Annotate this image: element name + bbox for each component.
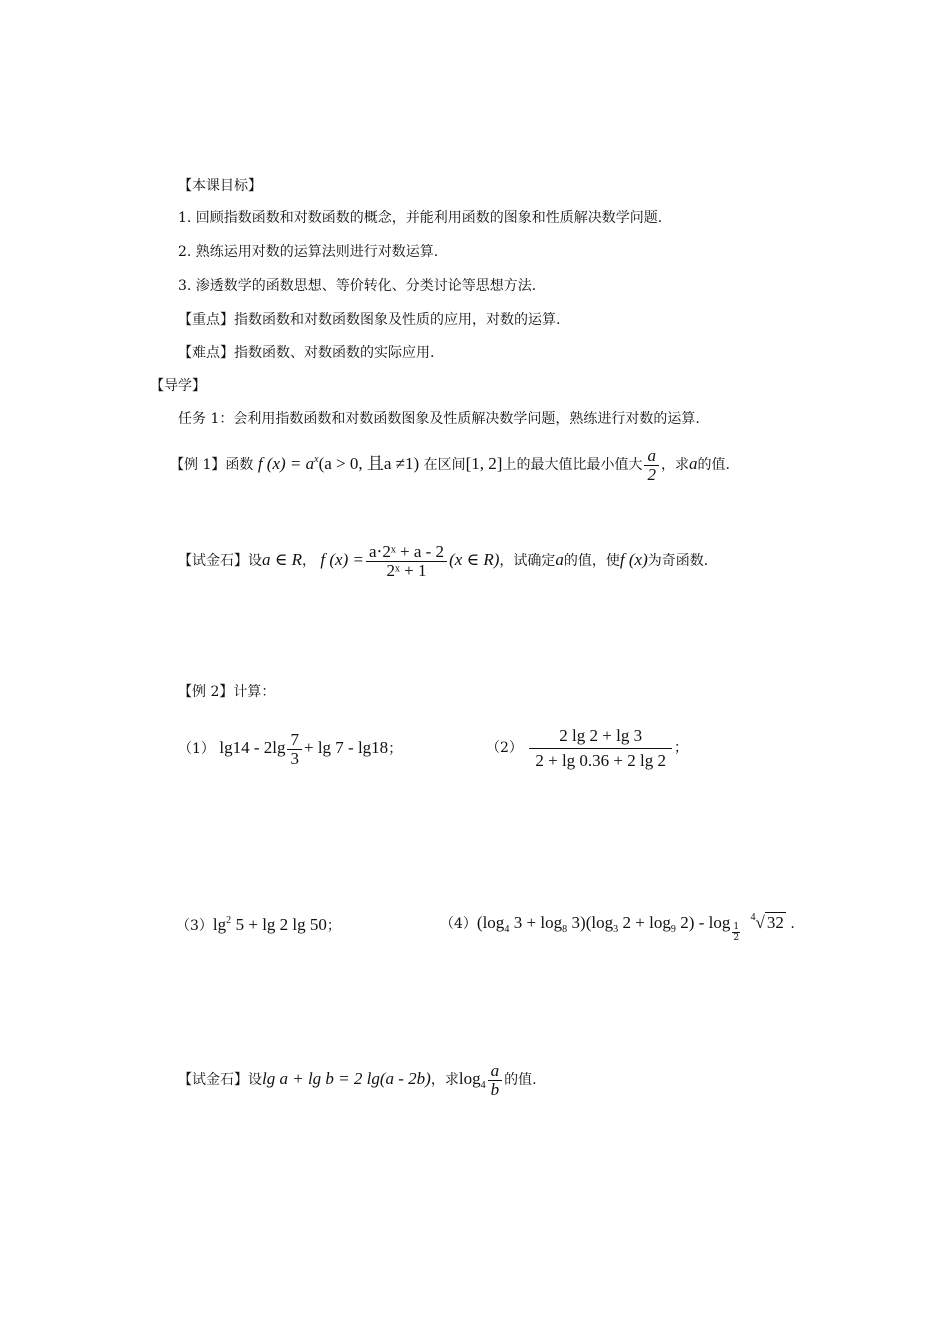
test-1-fx: f (x) <box>619 550 648 569</box>
test-1-mid2: 的值，使 <box>563 553 620 569</box>
test-2-fraction <box>488 1062 503 1099</box>
example-1-mid: 在区间 <box>423 457 466 473</box>
problem-3 <box>176 906 341 941</box>
difficult-text: 指数函数、对数函数的实际应用. <box>234 345 435 361</box>
problem-3-end: ； <box>326 918 341 934</box>
example-2-label: 【例 2】 <box>178 684 234 700</box>
example-1-condition: (a > 0, 且a ≠1) <box>318 454 420 473</box>
problem-3-lg: lg <box>212 915 227 934</box>
key-point <box>178 310 560 330</box>
test-2-prefix: 设 <box>248 1072 262 1088</box>
test-2-log-base: 4 <box>480 1080 486 1091</box>
problem-4-a: (log <box>476 913 505 932</box>
problem-4-base-3: 3 <box>613 924 619 935</box>
difficult-label: 【难点】 <box>178 345 234 361</box>
test-1-fraction <box>366 543 447 580</box>
problem-3-power: 2 <box>226 915 232 926</box>
problem-1-expr-b: + lg 7 - lg18 <box>303 738 389 757</box>
problem-4-base-4: 9 <box>670 924 676 935</box>
fraction-denominator: 2 <box>733 933 740 943</box>
goals-heading: 【本课目标】 <box>178 178 262 194</box>
key-label: 【重点】 <box>178 312 234 328</box>
problem-4-label: （4） <box>440 916 477 932</box>
goal-item-3: 3. 渗透数学的函数思想、等价转化、分类讨论等思想方法. <box>178 278 537 294</box>
example-2-title: 计算： <box>233 684 276 700</box>
problem-2 <box>486 722 688 774</box>
problem-4-base-1: 4 <box>504 924 510 935</box>
problem-4-e: 2) - log <box>680 913 731 932</box>
radical-sign-icon: √ <box>755 913 765 932</box>
problem-1-expr-a: lg14 - 2lg <box>219 738 286 757</box>
problem-1-label: （1） <box>178 741 215 757</box>
fraction-numerator: a⋅2ˣ + a - 2 <box>366 543 447 562</box>
goal-item-2: 2. 熟练运用对数的运算法则进行对数运算. <box>178 244 439 260</box>
example-1-tail: ，求 <box>660 457 689 473</box>
problem-2-fraction <box>529 724 672 773</box>
problem-4-base-2: 8 <box>562 924 568 935</box>
example-1-label: 【例 1】 <box>170 457 226 473</box>
task-1: 任务 1：会利用指数函数和对数函数图象及性质解决数学问题，熟练进行对数的运算. <box>178 411 700 427</box>
example-1-var: a <box>688 454 698 473</box>
problem-1-end: ； <box>388 741 403 757</box>
test-2-end: 的值. <box>504 1072 537 1088</box>
problem-4-end: . <box>790 916 795 932</box>
example-1-mid2: 上的最大值比最小值大 <box>502 457 643 473</box>
fraction-numerator: a <box>644 447 659 466</box>
fraction-numerator: 1 <box>733 922 740 932</box>
guide-heading: 【导学】 <box>150 378 206 394</box>
problem-2-label: （2） <box>486 740 523 756</box>
problem-3-label: （3） <box>176 918 213 934</box>
test-1-end: 为奇函数. <box>647 553 709 569</box>
example-1 <box>170 440 730 485</box>
example-1-interval: [1, 2] <box>465 454 503 473</box>
test-2-label: 【试金石】 <box>178 1072 248 1088</box>
fraction-denominator: 2ˣ + 1 <box>386 560 427 580</box>
problem-2-end: ； <box>674 740 688 756</box>
test-1-label: 【试金石】 <box>178 553 248 569</box>
test-1-function: f (x) = <box>320 550 364 569</box>
problem-4-d: 2 + log <box>622 913 671 932</box>
problem-1 <box>178 726 402 771</box>
problem-1-fraction <box>287 731 302 768</box>
test-2-mid: ，求 <box>430 1072 459 1088</box>
radicand: 32 <box>766 913 784 932</box>
difficult-point <box>178 343 434 363</box>
fraction-denominator: 2 + lg 0.36 + 2 lg 2 <box>535 750 666 770</box>
example-1-prefix: 函数 <box>225 457 254 473</box>
example-1-fraction <box>644 447 659 484</box>
goal-item-1: 1. 回顾指数函数和对数函数的概念，并能利用函数的图象和性质解决数学问题. <box>178 210 663 226</box>
problem-4 <box>440 900 795 948</box>
root-index: 4 <box>750 912 756 923</box>
example-1-function: f (x) = a <box>257 454 315 473</box>
example-2-heading <box>178 682 275 702</box>
test-1-var: a <box>555 550 564 569</box>
fraction-denominator: b <box>490 1079 500 1099</box>
test-1-condition: a ∈ R <box>262 550 302 569</box>
fraction-numerator: 2 lg 2 + lg 3 <box>529 724 672 749</box>
problem-4-b: 3 + log <box>513 913 563 932</box>
problem-3-expr: 5 + lg 2 lg 50 <box>235 915 327 934</box>
test-1-mid: ，试确定 <box>499 553 556 569</box>
test-1 <box>178 538 708 583</box>
test-2-log: log <box>458 1069 481 1088</box>
example-1-exponent: x <box>314 454 319 465</box>
problem-4-c: 3)(log <box>571 913 614 932</box>
fraction-numerator: a <box>488 1062 503 1081</box>
test-2 <box>178 1058 537 1107</box>
fraction-numerator: 7 <box>287 731 302 750</box>
fraction-denominator: 3 <box>290 748 299 768</box>
problem-4-half-base <box>732 922 740 943</box>
test-1-domain: (x ∈ R) <box>449 550 500 569</box>
fraction-denominator: 2 <box>647 464 656 484</box>
test-2-equation: lg a + lg b = 2 lg(a - 2b) <box>262 1069 431 1088</box>
test-1-sep: ， <box>301 553 316 569</box>
example-1-end: 的值. <box>697 457 730 473</box>
test-1-prefix: 设 <box>248 553 262 569</box>
key-text: 指数函数和对数函数图象及性质的应用，对数的运算. <box>234 312 561 328</box>
